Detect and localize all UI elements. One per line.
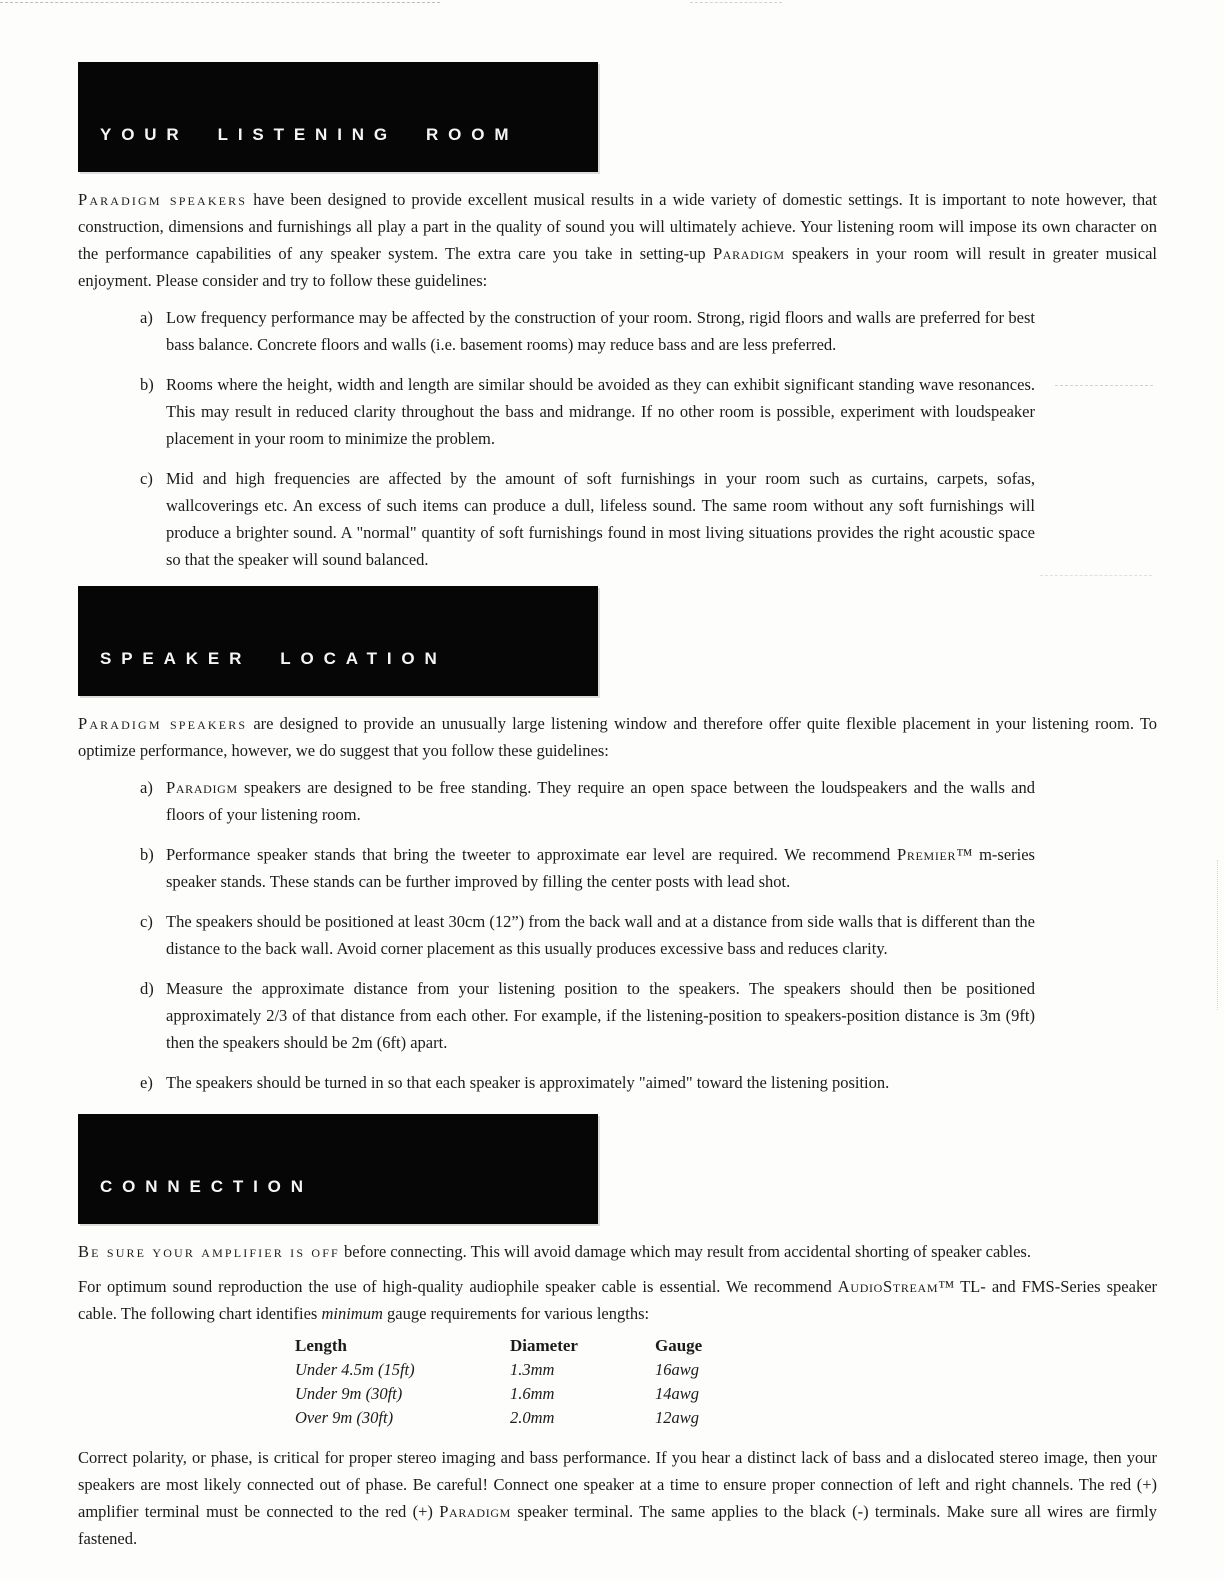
list-item	[140, 908, 1035, 962]
banner-title: YOUR LISTENING ROOM	[100, 125, 519, 144]
intro-paragraph: Paradigm speakers are designed to provide an unusually large listening window and therefore offer quite flexible placement in your listening room. To optimize performance, however, we do suggest that you follow these guidelines:	[78, 714, 1157, 760]
list-item	[140, 465, 1035, 573]
col-header-length: Length	[295, 1336, 347, 1355]
cell-gauge: 16awg	[655, 1360, 700, 1379]
section-banner-connection	[78, 1114, 598, 1224]
amplifier-warning-paragraph: Be sure your amplifier is off before connecting. This will avoid damage which may result from accidental shorting of speaker cables.	[78, 1242, 1031, 1261]
list-item-text: The speakers should be positioned at least 30cm (12”) from the back wall and at a distance from side walls that is different than the distance to the back wall. Avoid corner placement as this usually produces excessive bass and reduces clarity.	[166, 912, 1035, 958]
table-row	[295, 1382, 765, 1406]
list-item	[140, 975, 1035, 1056]
intro-paragraph: Paradigm speakers have been designed to provide excellent musical results in a wide variety of domestic settings. It is important to note however, that construction, dimensions and furnishings all play a part in the quality of sound you will ultimately achieve. Your listening room will impose its own character on the performance capabilities of any speaker system. The extra care you take in setting-up Paradigm speakers in your room will result in greater musical enjoyment. Please consider and try to follow these guidelines:	[78, 190, 1157, 290]
list-item-text: Measure the approximate distance from your listening position to the speakers. The speakers should then be positioned approximately 2/3 of that distance from each other. For example, if the listening-position to speakers-position distance is 3m (9ft) then the speakers should be 2m (6ft) apart.	[166, 979, 1035, 1052]
col-header-diameter: Diameter	[510, 1336, 578, 1355]
list-item-text: The speakers should be turned in so that each speaker is approximately "aimed" toward the listening position.	[166, 1073, 890, 1092]
banner-title: SPEAKER LOCATION	[100, 649, 447, 668]
guideline-list	[140, 774, 1157, 1096]
section-banner-speaker-location	[78, 586, 598, 696]
list-item-label: b)	[140, 375, 154, 394]
section-connection	[78, 1114, 1157, 1552]
list-item	[140, 841, 1035, 895]
list-item	[140, 774, 1035, 828]
cell-diameter: 1.3mm	[510, 1360, 555, 1379]
list-item	[140, 371, 1035, 452]
scan-artifact	[1217, 860, 1218, 1010]
list-item-label: e)	[140, 1073, 153, 1092]
list-item-label: c)	[140, 469, 153, 488]
cell-length: Under 4.5m (15ft)	[295, 1360, 415, 1379]
cell-diameter: 2.0mm	[510, 1408, 555, 1427]
banner-title: CONNECTION	[100, 1177, 313, 1196]
scan-artifact	[1040, 575, 1152, 576]
list-item-text: Mid and high frequencies are affected by the amount of soft furnishings in your room such as curtains, carpets, sofas, wallcoverings etc. An excess of such items can produce a dull, lifeless sound. The same room without any soft furnishings will produce a brighter sound. A "normal" quantity of soft furnishings found in most living situations provides the right acoustic space so that the speaker will sound balanced.	[166, 469, 1035, 569]
table-row	[295, 1406, 765, 1430]
list-item-text: Performance speaker stands that bring the tweeter to approximate ear level are required. We recommend Premier™ m-series speaker stands. These stands can be further improved by filling the center posts with lead shot.	[166, 845, 1035, 891]
scan-artifact	[0, 2, 440, 3]
list-item-label: b)	[140, 845, 154, 864]
section-your-listening-room	[78, 62, 1157, 573]
cell-gauge: 12awg	[655, 1408, 700, 1427]
list-item	[140, 304, 1035, 358]
cell-length: Under 9m (30ft)	[295, 1384, 403, 1403]
scan-artifact	[690, 2, 782, 3]
section-speaker-location	[78, 586, 1157, 1096]
section-banner-your-listening-room	[78, 62, 598, 172]
list-item-text: Rooms where the height, width and length are similar should be avoided as they can exhibit significant standing wave resonances. This may result in reduced clarity throughout the bass and midrange. If no other room is possible, experiment with loudspeaker placement in your room to minimize the problem.	[166, 375, 1035, 448]
cell-diameter: 1.6mm	[510, 1384, 555, 1403]
col-header-gauge: Gauge	[655, 1336, 703, 1355]
guideline-list	[140, 304, 1157, 573]
table-row	[295, 1358, 765, 1382]
cell-length: Over 9m (30ft)	[295, 1408, 394, 1427]
cell-gauge: 14awg	[655, 1384, 700, 1403]
list-item-text: Low frequency performance may be affected by the construction of your room. Strong, rigid floors and walls are preferred for best bass balance. Concrete floors and walls (i.e. basement rooms) may reduce bass and are less preferred.	[166, 308, 1035, 354]
list-item-label: a)	[140, 308, 153, 327]
list-item	[140, 1069, 1035, 1096]
polarity-paragraph: Correct polarity, or phase, is critical for proper stereo imaging and bass performance. If you hear a distinct lack of bass and a dislocated stereo image, then your speakers are most likely connected out of phase. Be careful! Connect one speaker at a time to ensure proper connection of left and right channels. The red (+) amplifier terminal must be connected to the red (+) Paradigm speaker terminal. The same applies to the black (-) terminals. Make sure all wires are firmly fastened.	[78, 1448, 1157, 1548]
table-header-row	[295, 1333, 765, 1358]
cable-gauge-table	[295, 1333, 765, 1430]
cable-recommendation-paragraph: For optimum sound reproduction the use of high-quality audiophile speaker cable is essential. We recommend AudioStream™ TL- and FMS-Series speaker cable. The following chart identifies minimum gauge requirements for various lengths:	[78, 1277, 1158, 1323]
list-item-label: c)	[140, 912, 153, 931]
list-item-label: d)	[140, 979, 154, 998]
list-item-text: Paradigm speakers are designed to be free standing. They require an open space between the loudspeakers and the walls and floors of your listening room.	[166, 778, 1035, 824]
list-item-label: a)	[140, 778, 153, 797]
